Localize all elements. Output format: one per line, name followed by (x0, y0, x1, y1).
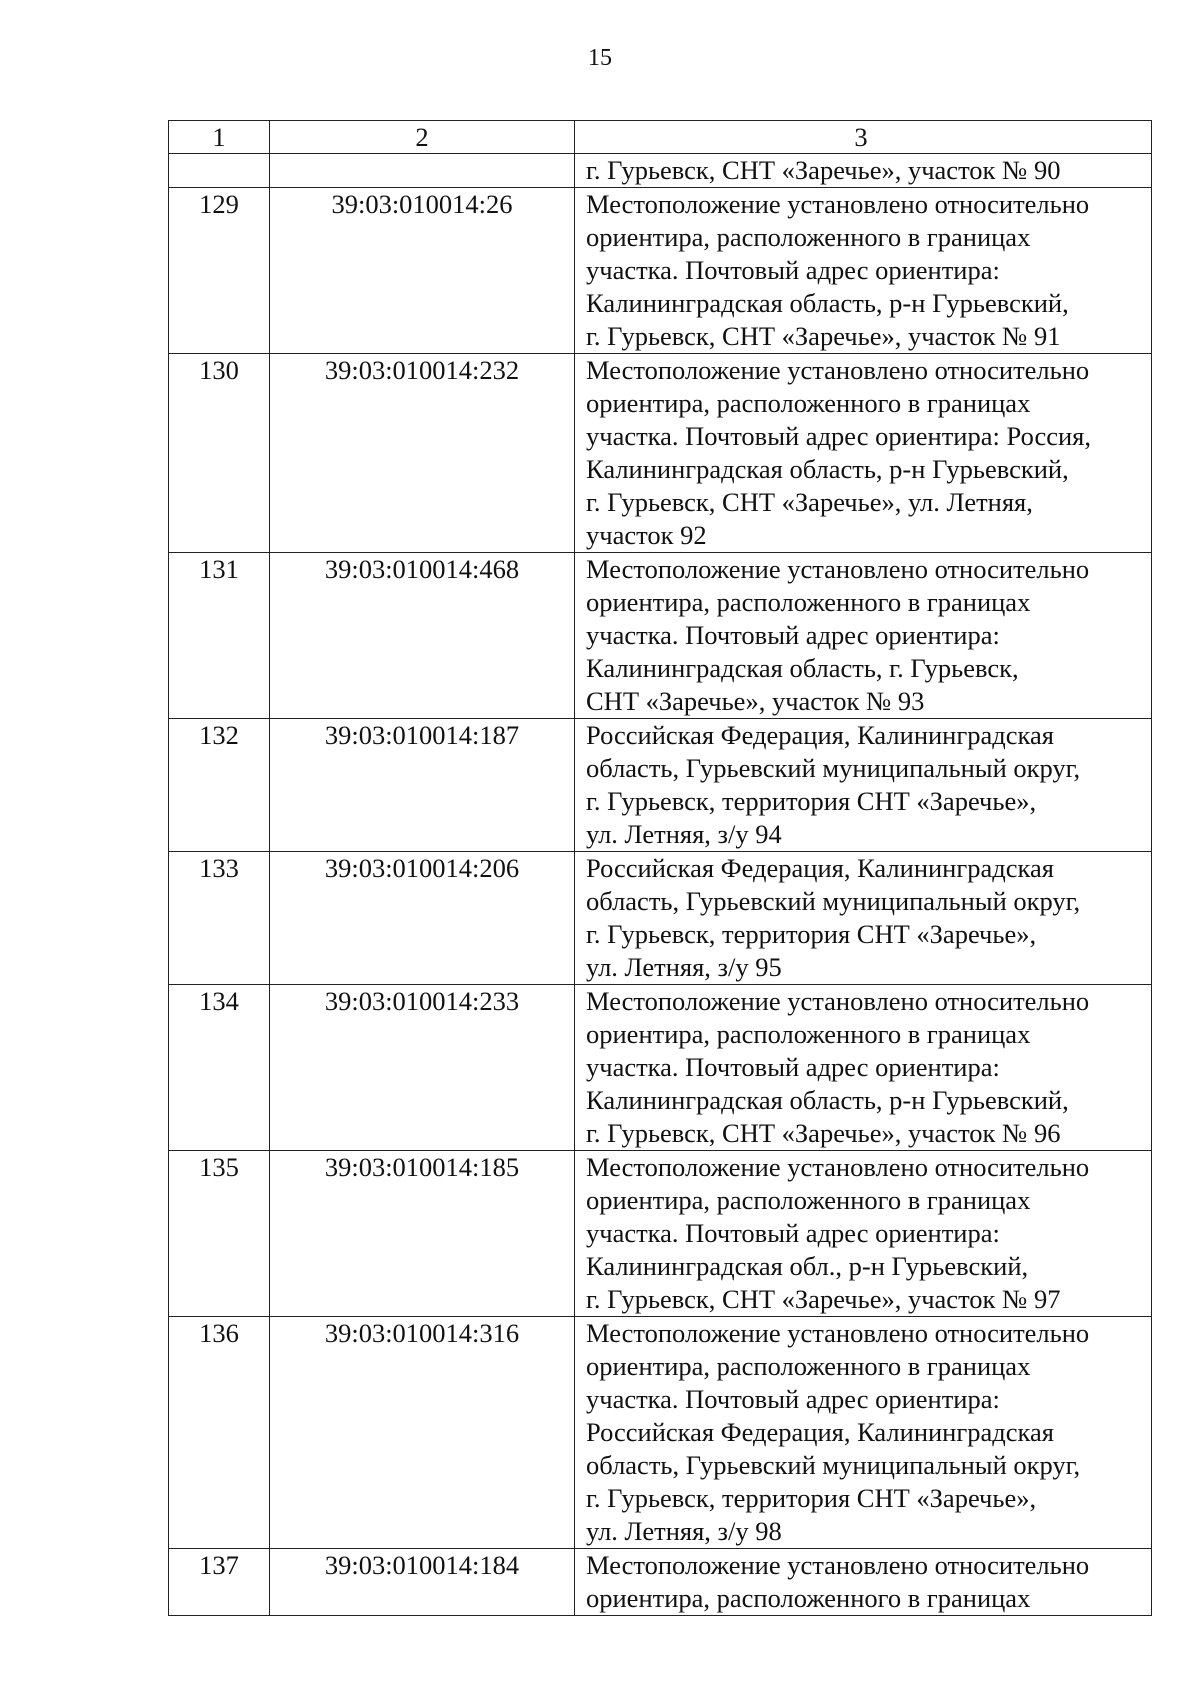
address-line: участка. Почтовый адрес ориентира: Россия, (586, 421, 1092, 451)
address-line: ориентира, расположенного в границах (586, 388, 1031, 418)
address-line: г. Гурьевск, СНТ «Заречье», участок № 96 (586, 1118, 1061, 1148)
address-line: ориентира, расположенного в границах (586, 1583, 1031, 1613)
table-row (169, 719, 1152, 852)
address-line: г. Гурьевск, территория СНТ «Заречье», (586, 1483, 1037, 1513)
address-line: Местоположение установлено относительно (586, 554, 1090, 584)
column-header-cadastral: 2 (270, 121, 575, 154)
location-address-cell (575, 1549, 1152, 1616)
table-row (169, 354, 1152, 553)
address-line: ул. Летняя, з/у 95 (586, 952, 782, 982)
address-line: область, Гурьевский муниципальный округ, (586, 1450, 1081, 1480)
address-line: ориентира, расположенного в границах (586, 1019, 1031, 1049)
address-line: участка. Почтовый адрес ориентира: (586, 1384, 1000, 1414)
column-header-address: 3 (575, 121, 1152, 154)
address-line: участка. Почтовый адрес ориентира: (586, 620, 1000, 650)
table-row (169, 852, 1152, 985)
row-number-cell: 135 (169, 1151, 270, 1317)
table-row (169, 1549, 1152, 1616)
address-line: область, Гурьевский муниципальный округ, (586, 886, 1081, 916)
cadastral-number-cell: 39:03:010014:206 (270, 852, 575, 985)
cadastral-number-cell: 39:03:010014:316 (270, 1317, 575, 1549)
location-address-cell (575, 985, 1152, 1151)
address-line: Местоположение установлено относительно (586, 1318, 1090, 1348)
address-line: Российская Федерация, Калининградская (586, 720, 1054, 750)
location-address-cell (575, 1317, 1152, 1549)
address-line: область, Гурьевский муниципальный округ, (586, 753, 1081, 783)
table-row (169, 188, 1152, 354)
address-line: г. Гурьевск, СНТ «Заречье», участок № 97 (586, 1284, 1061, 1314)
cadastral-number-cell: 39:03:010014:233 (270, 985, 575, 1151)
location-address-cell (575, 553, 1152, 719)
address-line: Местоположение установлено относительно (586, 986, 1090, 1016)
address-line: Местоположение установлено относительно (586, 1152, 1090, 1182)
row-number-cell: 130 (169, 354, 270, 553)
address-line: СНТ «Заречье», участок № 93 (586, 686, 925, 716)
address-line: Калининградская область, р-н Гурьевский, (586, 1085, 1069, 1115)
address-line: Местоположение установлено относительно (586, 189, 1090, 219)
address-line: участок 92 (586, 520, 707, 550)
row-number-cell: 133 (169, 852, 270, 985)
address-line: ориентира, расположенного в границах (586, 1351, 1031, 1381)
address-line: г. Гурьевск, территория СНТ «Заречье», (586, 919, 1037, 949)
table-row (169, 985, 1152, 1151)
address-line: ориентира, расположенного в границах (586, 222, 1031, 252)
location-address-cell (575, 354, 1152, 553)
address-line: ул. Летняя, з/у 94 (586, 819, 782, 849)
cadastral-number-cell (270, 154, 575, 188)
address-line: г. Гурьевск, СНТ «Заречье», участок № 90 (586, 155, 1061, 185)
address-line: ориентира, расположенного в границах (586, 587, 1031, 617)
cadastral-number-cell: 39:03:010014:26 (270, 188, 575, 354)
row-number-cell: 136 (169, 1317, 270, 1549)
cadastral-number-cell: 39:03:010014:185 (270, 1151, 575, 1317)
address-line: г. Гурьевск, СНТ «Заречье», ул. Летняя, (586, 487, 1033, 517)
page-number: 15 (588, 45, 612, 71)
cadastral-number-cell: 39:03:010014:184 (270, 1549, 575, 1616)
cadastral-number-cell: 39:03:010014:468 (270, 553, 575, 719)
address-line: Местоположение установлено относительно (586, 355, 1090, 385)
cadastral-number-cell: 39:03:010014:232 (270, 354, 575, 553)
table-row (169, 553, 1152, 719)
column-header-number: 1 (169, 121, 270, 154)
address-line: Калининградская обл., р-н Гурьевский, (586, 1251, 1029, 1281)
row-number-cell: 137 (169, 1549, 270, 1616)
table-row (169, 1317, 1152, 1549)
row-number-cell: 134 (169, 985, 270, 1151)
land-plots-table (168, 120, 1152, 1616)
table-row (169, 154, 1152, 188)
location-address-cell (575, 154, 1152, 188)
address-line: Российская Федерация, Калининградская (586, 1417, 1054, 1447)
address-line: Калининградская область, р-н Гурьевский, (586, 288, 1069, 318)
cadastral-number-cell: 39:03:010014:187 (270, 719, 575, 852)
table-header-row (169, 121, 1152, 154)
address-line: Российская Федерация, Калининградская (586, 853, 1054, 883)
address-line: Местоположение установлено относительно (586, 1550, 1090, 1580)
row-number-cell: 129 (169, 188, 270, 354)
location-address-cell (575, 852, 1152, 985)
address-line: участка. Почтовый адрес ориентира: (586, 1218, 1000, 1248)
location-address-cell (575, 1151, 1152, 1317)
table-row (169, 1151, 1152, 1317)
address-line: г. Гурьевск, территория СНТ «Заречье», (586, 786, 1037, 816)
address-line: участка. Почтовый адрес ориентира: (586, 1052, 1000, 1082)
address-line: ориентира, расположенного в границах (586, 1185, 1031, 1215)
location-address-cell (575, 719, 1152, 852)
row-number-cell (169, 154, 270, 188)
address-line: участка. Почтовый адрес ориентира: (586, 255, 1000, 285)
table-body (169, 121, 1152, 1616)
row-number-cell: 132 (169, 719, 270, 852)
address-line: Калининградская область, р-н Гурьевский, (586, 454, 1069, 484)
address-line: ул. Летняя, з/у 98 (586, 1516, 782, 1546)
location-address-cell (575, 188, 1152, 354)
address-line: г. Гурьевск, СНТ «Заречье», участок № 91 (586, 321, 1061, 351)
address-line: Калининградская область, г. Гурьевск, (586, 653, 1019, 683)
row-number-cell: 131 (169, 553, 270, 719)
